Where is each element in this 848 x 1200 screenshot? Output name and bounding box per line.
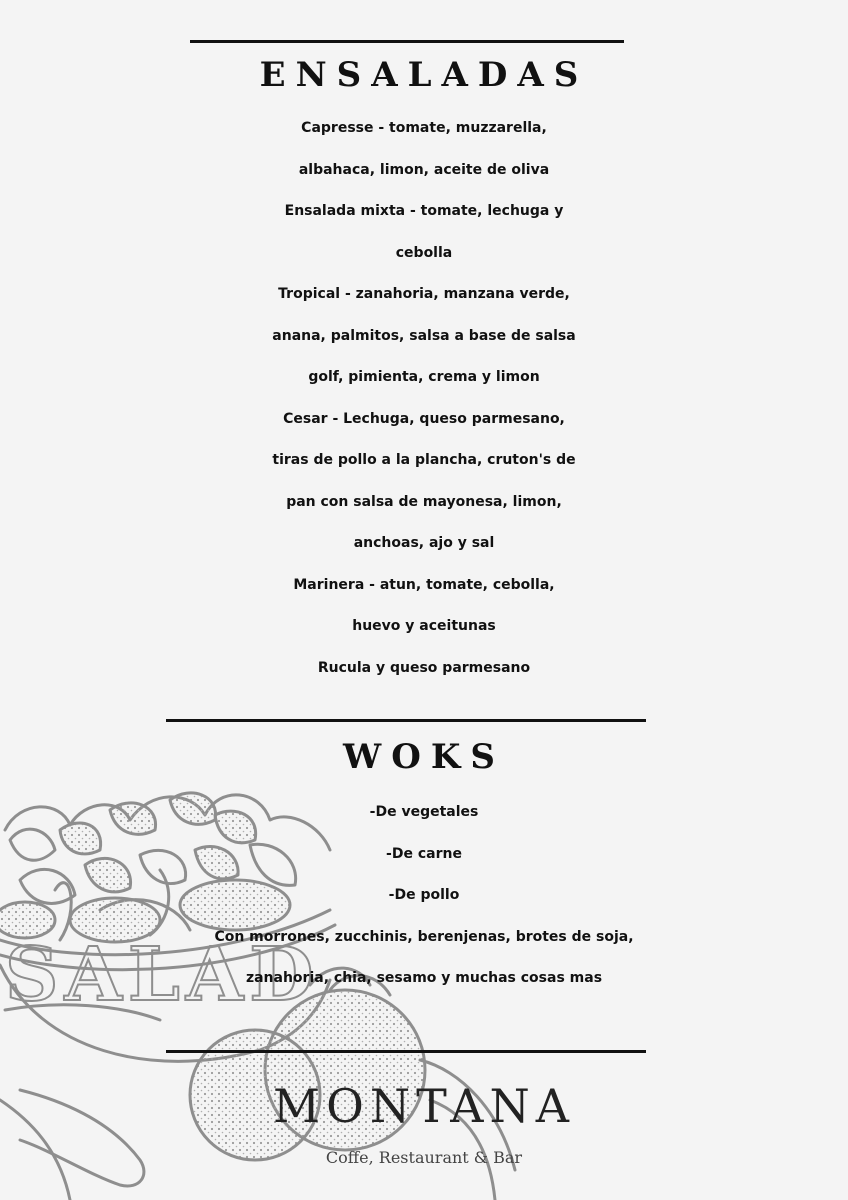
salads-heading: ENSALADAS [259, 55, 589, 95]
salad-line: cebolla [395, 244, 453, 261]
brand-name: MONTANA [273, 1079, 575, 1133]
salad-line: tiras de pollo a la plancha, cruton's de [272, 452, 576, 468]
salad-line: Marinera - atun, tomate, cebolla, [293, 576, 555, 593]
brand-tagline: Coffe, Restaurant & Bar [325, 1148, 523, 1167]
wok-line: -De vegetales [369, 804, 479, 820]
wok-line: zanahoria, chia, sesamo y muchas cosas mas [245, 970, 603, 986]
salad-line: Capresse - tomate, muzzarella, [301, 120, 547, 136]
salad-line: Tropical - zanahoria, manzana verde, [278, 286, 570, 302]
salad-lettering: SALAD [5, 932, 320, 1018]
wok-line: -De carne [386, 845, 462, 862]
salad-line: anana, palmitos, salsa a base de salsa [272, 327, 576, 344]
top-divider [190, 40, 624, 43]
bottom-divider [166, 1050, 646, 1053]
salads-list [0, 108, 848, 689]
salad-line: albahaca, limon, aceite de oliva [298, 161, 550, 178]
salad-line: Ensalada mixta - tomate, lechuga y [284, 203, 564, 219]
salad-line: anchoas, ajo y sal [353, 535, 495, 551]
woks-list [0, 792, 848, 1000]
salad-line: pan con salsa de mayonesa, limon, [286, 493, 562, 510]
salad-line: golf, pimienta, crema y limon [308, 369, 540, 385]
middle-divider [166, 719, 646, 722]
wok-line: Con morrones, zucchinis, berenjenas, brotes de soja, [214, 928, 634, 945]
woks-heading: WOKS [343, 737, 505, 777]
wok-line: -De pollo [388, 887, 460, 903]
salad-line: Rucula y queso parmesano [317, 659, 531, 676]
salad-line: Cesar - Lechuga, queso parmesano, [283, 410, 565, 427]
salad-line: huevo y aceitunas [352, 618, 496, 634]
